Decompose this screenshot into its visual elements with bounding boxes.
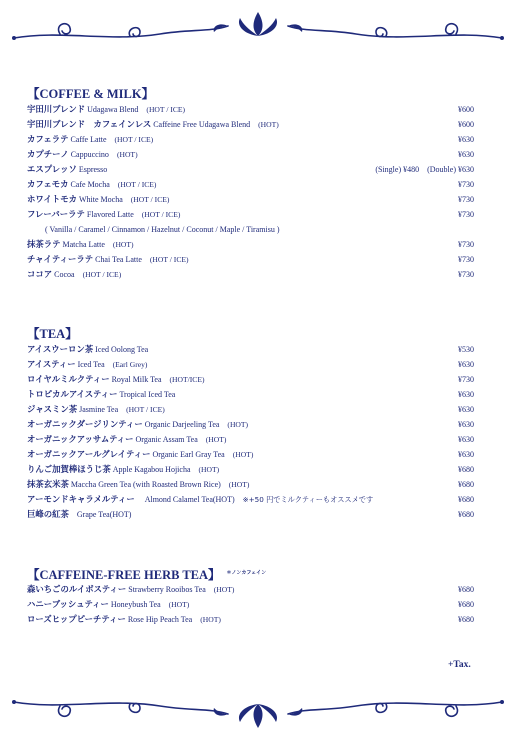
menu-item: トロピカルアイスティー Tropical Iced Tea ¥630 [27,387,477,402]
menu-item: カフェモカ Cafe Mocha (HOT / ICE) ¥730 [27,177,477,192]
price: ¥530 [458,345,474,354]
menu-item: 宇田川ブレンド Udagawa Blend (HOT / ICE) ¥600 [27,102,477,117]
price: ¥630 [458,390,474,399]
menu-item: アーモンドキャラメルティー Almond Calamel Tea(HOT) ※+50 円でミルクティーもオススメです ¥680 [27,492,477,507]
flavor-options: ( Vanilla / Caramel / Cinnamon / Hazelnut / Coconut / Maple / Tiramisu ) [45,225,280,234]
menu-item: ロイヤルミルクティー Royal Milk Tea (HOT/ICE) ¥730 [27,372,477,387]
section-title: 【COFFEE & MILK】 [27,87,155,101]
price: ¥680 [458,600,474,609]
menu-item: ハニーブッシュティー Honeybush Tea (HOT) ¥680 [27,597,477,612]
price: ¥630 [458,420,474,429]
price: ¥630 [458,150,474,159]
menu-item: ローズヒップピーチティー Rose Hip Peach Tea (HOT) ¥680 [27,612,477,627]
price: ¥600 [458,105,474,114]
menu-item: オーガニックアールグレイティー Organic Earl Gray Tea (HOT) ¥630 [27,447,477,462]
price: ¥630 [458,450,474,459]
price: ¥680 [458,480,474,489]
menu-item: ココア Cocoa (HOT / ICE) ¥730 [27,267,477,282]
menu-item: カフェラテ Caffe Latte (HOT / ICE) ¥630 [27,132,477,147]
menu-item: アイスウーロン茶 Iced Oolong Tea ¥530 [27,342,477,357]
price: ¥730 [458,195,474,204]
price: ¥730 [458,240,474,249]
price: ¥730 [458,270,474,279]
menu-item: オーガニックアッサムティー Organic Assam Tea (HOT) ¥630 [27,432,477,447]
price: ¥680 [458,585,474,594]
menu-item: カプチーノ Cappuccino (HOT) ¥630 [27,147,477,162]
menu-item: エスプレッソ Espresso (Single) ¥480 (Double) ¥630 [27,162,477,177]
menu-item: りんご加賀棒ほうじ茶 Apple Kagabou Hojicha (HOT) ¥680 [27,462,477,477]
menu-item: ホワイトモカ White Mocha (HOT / ICE) ¥730 [27,192,477,207]
menu-item: オーガニックダージリンティー Organic Darjeeling Tea (HOT) ¥630 [27,417,477,432]
price: ¥630 [458,435,474,444]
menu-item: 森いちごのルイボスティー Strawberry Rooibos Tea (HOT) ¥680 [27,582,477,597]
menu-item: 抹茶ラテ Matcha Latte (HOT) ¥730 [27,237,477,252]
bottom-scroll-ornament [0,692,516,732]
top-scroll-ornament [0,8,516,48]
caffeine-free-note: ＊ノンカフェイン [226,571,267,576]
coffee-milk-section [27,86,477,282]
tax-note: +Tax. [448,660,471,670]
menu-item: フレーバーラテ Flavored Latte (HOT / ICE) ¥730 [27,207,477,222]
price: ¥630 [458,135,474,144]
price: ¥730 [458,255,474,264]
menu-item: チャイティーラテ Chai Tea Latte (HOT / ICE) ¥730 [27,252,477,267]
section-title: 【CAFFEINE-FREE HERB TEA】 $^{*ノンカフェイン}$ [27,568,267,583]
menu-item: 抹茶玄米茶 Maccha Green Tea (with Roasted Brown Rice) (HOT) ¥680 [27,477,477,492]
menu-item: 巨峰の紅茶 Grape Tea(HOT) ¥680 [27,507,477,522]
price: ¥600 [458,120,474,129]
price: ¥630 [458,360,474,369]
price: ¥680 [458,615,474,624]
price: ¥680 [458,495,474,504]
menu-item: 宇田川ブレンド カフェインレス Caffeine Free Udagawa Blend (HOT) ¥600 [27,117,477,132]
price: ¥630 [458,405,474,414]
price: ¥680 [458,510,474,519]
tea-section [27,326,477,522]
menu-item: ジャスミン茶 Jasmine Tea (HOT / ICE) ¥630 [27,402,477,417]
price: ¥730 [458,180,474,189]
herb-tea-section [27,566,477,627]
section-title: 【TEA】 [27,327,78,341]
price: ¥680 [458,465,474,474]
price: (Single) ¥480 (Double) ¥630 [375,165,474,174]
milk-tea-note: ※+50 円でミルクティーもオススメです [242,495,374,504]
price: ¥730 [458,375,474,384]
menu-item: アイスティー Iced Tea (Earl Grey) ¥630 [27,357,477,372]
price: ¥730 [458,210,474,219]
